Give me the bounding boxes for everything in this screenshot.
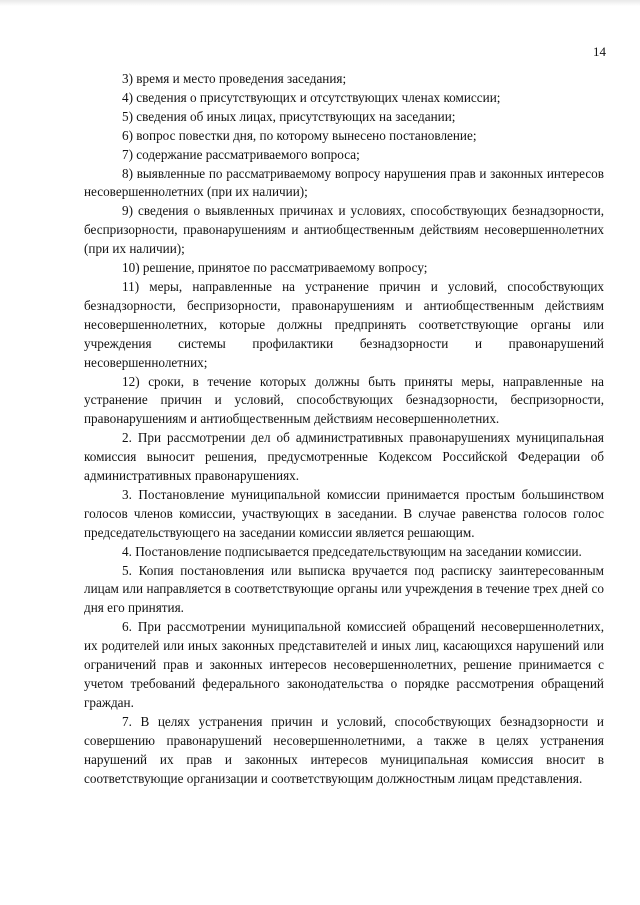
paragraph-item-7: 7) содержание рассматриваемого вопроса; — [122, 146, 360, 162]
paragraph-item-12: 12) сроки, в течение которых должны быть приняты меры, направленные на устранение причин и условий, способствующих безнадзорности, беспризорности, правонарушениям и антиобщественным действиям несовершеннолетних. — [84, 373, 604, 427]
paragraph-item-11: 11) меры, направленные на устранение причин и условий, способствующих безнадзорности, беспризорности, правонарушениям и антиобщественным действиям несовершеннолетних, которые должны предпринять соответствующие органы или учреждения системы профилактики безнадзорности и правонарушений несовершеннолетних; — [84, 278, 604, 370]
paragraph-item-10: 10) решение, принятое по рассматриваемому вопросу; — [122, 260, 428, 276]
paragraph-item-5: 5) сведения об иных лицах, присутствующих на заседании; — [122, 108, 456, 124]
paragraph-item-3: 3) время и место проведения заседания; — [122, 71, 347, 86]
scan-edge — [0, 0, 640, 6]
paragraph-clause-3: 3. Постановление муниципальной комиссии принимается простым большинством голосов членов комиссии, участвующих в заседании. В случае равенства голосов голос председательствующего на заседании комиссии является решающим. — [84, 486, 604, 540]
page-number: 14 — [593, 44, 606, 59]
paragraph-clause-4: 4. Постановление подписывается председательствующим на заседании комиссии. — [122, 543, 582, 559]
document-body — [84, 70, 604, 788]
paragraph-item-6: 6) вопрос повестки дня, по которому вынесено постановление; — [122, 127, 477, 143]
paragraph-clause-2: 2. При рассмотрении дел об административных правонарушениях муниципальная комиссия выносит решения, предусмотренные Кодексом Российской Федерации об административных правонарушениях. — [84, 430, 604, 484]
paragraph-clause-7: 7. В целях устранения причин и условий, способствующих безнадзорности и совершению правонарушений несовершеннолетними, а также в целях устранения нарушений их прав и законных интересов муниципальная комиссия вносит в соответствующие организации и соответствующим должностным лицам представления. — [84, 713, 604, 786]
paragraph-item-9: 9) сведения о выявленных причинах и условиях, способствующих безнадзорности, беспризорности, правонарушениям и антиобщественным действиям несовершеннолетних (при их наличии); — [84, 203, 604, 257]
paragraph-clause-5: 5. Копия постановления или выписка вручается под расписку заинтересованным лицам или направляется в соответствующие органы или учреждения в течение трех дней со дня его принятия. — [84, 562, 604, 616]
paragraph-item-8: 8) выявленные по рассматриваемому вопросу нарушения прав и законных интересов несовершеннолетних (при их наличии); — [84, 165, 604, 200]
paragraph-item-4: 4) сведения о присутствующих и отсутствующих членах комиссии; — [122, 89, 501, 105]
paragraph-clause-6: 6. При рассмотрении муниципальной комиссией обращений несовершеннолетних, их родителей или иных законных представителей и иных лиц, касающихся нарушений или ограничений прав и законных интересов несовершеннолетних, решение принимается с учетом требований федерального законодательства о порядке рассмотрения обращений граждан. — [84, 619, 604, 710]
